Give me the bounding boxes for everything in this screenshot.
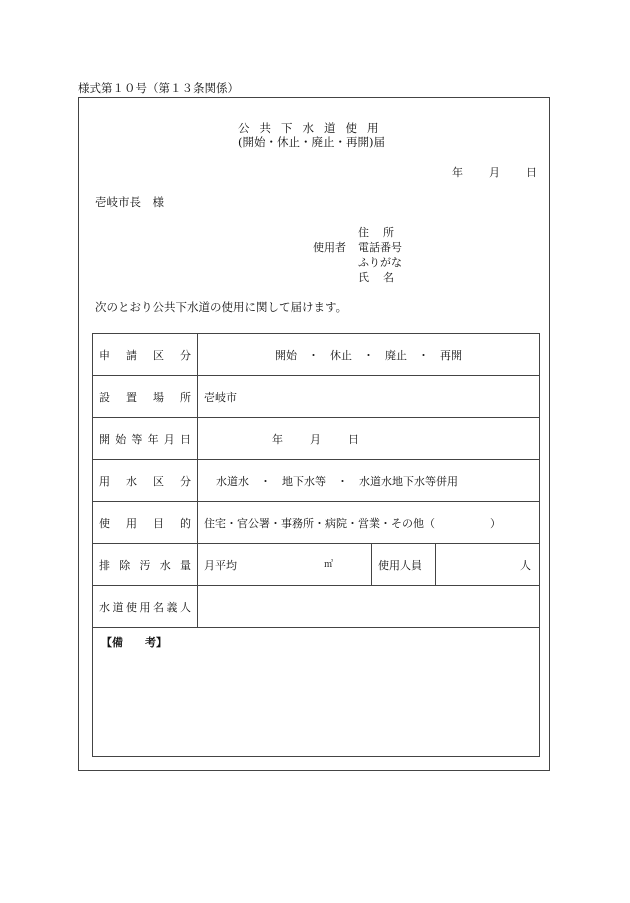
label-char: 員: [411, 558, 422, 572]
label-char: 始: [115, 432, 127, 446]
label-char: 人: [400, 558, 411, 572]
start-date-year: 年: [272, 432, 283, 446]
label-char: 分: [180, 474, 191, 488]
row-purpose: [93, 502, 540, 544]
monthly-average-field[interactable]: [198, 544, 372, 586]
name-label: 氏名: [358, 271, 408, 284]
label-char: 排: [99, 558, 110, 572]
water-account-label: [93, 586, 198, 628]
monthly-average-label: 月平均: [204, 558, 237, 572]
notes-title-close: 考】: [145, 636, 167, 649]
form-number: 様式第１０号（第１３条関係）: [78, 81, 239, 95]
row-water-account: [93, 586, 540, 628]
label-char: 的: [180, 516, 191, 530]
label-char: 水: [126, 474, 137, 488]
sewage-label: [93, 544, 198, 586]
label-char: 水: [159, 558, 171, 572]
water-account-field[interactable]: [198, 586, 540, 628]
location-label: [93, 376, 198, 418]
label-char: 所: [180, 390, 191, 404]
users-count-field[interactable]: [436, 544, 540, 586]
intro-text: 次のとおり公共下水道の使用に関して届けます。: [95, 300, 348, 314]
label-char: 使: [99, 516, 110, 530]
start-date-day: 日: [348, 432, 359, 446]
label-char: 除: [119, 558, 131, 572]
label-char: 人: [180, 600, 191, 614]
location-field[interactable]: 壱岐市: [198, 376, 540, 418]
phone-label: 電話番号: [358, 241, 402, 254]
row-application-type: [93, 334, 540, 376]
row-water-type: [93, 460, 540, 502]
notes-area[interactable]: [93, 628, 540, 757]
label-char: 場: [153, 390, 164, 404]
title-line1: 公共下水道使用: [238, 121, 389, 135]
label-char: 用: [99, 474, 110, 488]
date-day: 日: [526, 166, 537, 179]
users-unit: 人: [520, 558, 532, 572]
label-char: 区: [153, 474, 164, 488]
label-char: 名: [153, 600, 164, 614]
label-char: 水: [99, 600, 110, 614]
label-char: 日: [179, 432, 191, 446]
row-notes: [93, 628, 540, 757]
label-char: 用: [126, 516, 137, 530]
label-char: 用: [389, 558, 400, 572]
start-date-month: 月: [310, 432, 321, 446]
label-char: 量: [180, 558, 191, 572]
start-date-field[interactable]: [198, 418, 540, 460]
row-sewage: [93, 544, 540, 586]
application-table: [92, 333, 540, 757]
address-label: 住所: [358, 226, 408, 239]
label-char: 道: [112, 600, 124, 614]
label-char: 用: [139, 600, 151, 614]
label-char: 汚: [139, 558, 151, 572]
purpose-label: [93, 502, 198, 544]
label-char: 使: [378, 558, 389, 572]
users-count-label: [372, 544, 436, 586]
label-char: 月: [163, 432, 175, 446]
furigana-label: ふりがな: [358, 256, 402, 269]
user-label: 使用者: [313, 241, 346, 254]
label-char: 申: [99, 348, 110, 362]
label-char: 等: [131, 432, 143, 446]
addressee: 壱岐市長 様: [95, 195, 164, 209]
cubic-meter-unit: ㎥: [323, 559, 333, 570]
label-char: 置: [126, 390, 137, 404]
label-char: 目: [153, 516, 164, 530]
submission-date: [452, 164, 537, 180]
label-char: 設: [99, 390, 110, 404]
label-char: 区: [153, 348, 164, 362]
notes-title: [93, 628, 539, 650]
date-month: 月: [489, 166, 500, 179]
date-year: 年: [452, 166, 463, 179]
application-type-label: [93, 334, 198, 376]
water-type-options[interactable]: 水道水 ・ 地下水等 ・ 水道水地下水等併用: [198, 460, 540, 502]
row-location: [93, 376, 540, 418]
label-char: 義: [166, 600, 178, 614]
application-type-options[interactable]: 開始 ・ 休止 ・ 廃止 ・ 再開: [198, 334, 540, 376]
row-start-date: [93, 418, 540, 460]
water-type-label: [93, 460, 198, 502]
label-char: 請: [126, 348, 137, 362]
label-char: 使: [126, 600, 137, 614]
title-line2: (開始・休止・廃止・再開)届: [238, 135, 385, 149]
purpose-options[interactable]: 住宅・官公署・事務所・病院・営業・その他（ ）: [198, 502, 540, 544]
label-char: 分: [180, 348, 191, 362]
start-date-label: [93, 418, 198, 460]
label-char: 開: [99, 432, 110, 446]
label-char: 年: [147, 432, 159, 446]
notes-title-open: 【備: [101, 636, 123, 649]
